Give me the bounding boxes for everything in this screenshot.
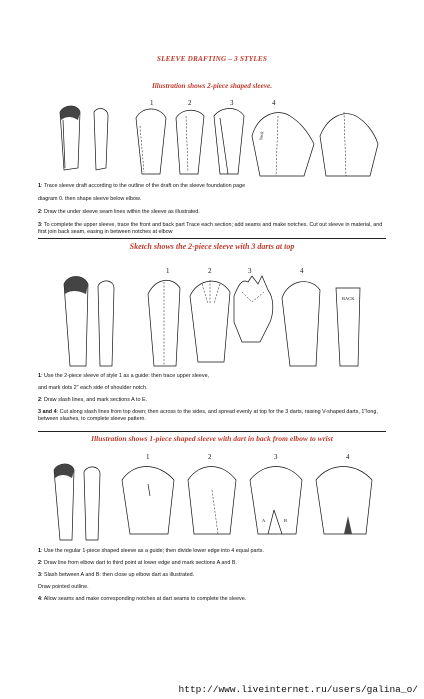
s3-draft-4-dart bbox=[344, 516, 352, 534]
s2-label-2: 2 bbox=[208, 267, 212, 275]
s1-draft-5 bbox=[320, 114, 378, 176]
section2-figure bbox=[38, 262, 386, 372]
s1-label-3: 3 bbox=[230, 99, 234, 107]
footer-url: http://www.liveinternet.ru/users/galina_o/ bbox=[178, 684, 418, 695]
section3-heading: Illustration shows 1-piece shaped sleeve with dart in back from elbow to wrist bbox=[91, 434, 333, 443]
s1-draft-3 bbox=[214, 109, 244, 175]
s3-label-4: 4 bbox=[346, 453, 350, 461]
s3-step-2: 2: Draw line from elbow dart to third point at lower edge and mark sections A and B. bbox=[38, 560, 237, 566]
document-title: SLEEVE DRAFTING – 3 STYLES bbox=[156, 55, 268, 63]
s3-draft-1 bbox=[122, 467, 174, 535]
section3-steps bbox=[38, 548, 390, 603]
s2-label-4: 4 bbox=[300, 267, 304, 275]
section1-steps bbox=[38, 183, 390, 236]
s1-draft-4-line bbox=[276, 116, 278, 176]
s1-step-3: 3: To complete the upper sleeve, trace the front and back part Trace each section; add seams and make notches. Cut out sleeve in material, and first join back seam, easing in between notches at elbow bbox=[38, 222, 383, 235]
s3-draft-4 bbox=[316, 467, 372, 535]
s2-sleeve-sketch-2 bbox=[98, 281, 114, 366]
s2-label-3: 3 bbox=[248, 267, 252, 275]
s3-label-1: 1 bbox=[146, 453, 150, 461]
s1-label-2: 2 bbox=[188, 99, 192, 107]
s1-label-1: 1 bbox=[150, 99, 154, 107]
s2-label-1: 1 bbox=[166, 267, 170, 275]
s2-draft-2-slash bbox=[202, 280, 220, 304]
s2-step-3: 3 and 4: Cut along slash lines from top down; then across to the sides, and spread evenly at top for the 3 darts, raising V-shaped darts, 1"long, between slashes, to complete sleeve pattern. bbox=[38, 409, 378, 422]
section1-sleeve-drawings bbox=[38, 96, 386, 180]
s3-step-3: 3: Slash between A and B: then close up elbow dart as illustrated. bbox=[38, 572, 195, 578]
s2-step-1: 1: Use the 2-piece sleeve of style 1 as a guide: then trace upper sleeve, bbox=[38, 373, 210, 379]
s1-sleeve-sketch-2 bbox=[94, 109, 108, 170]
s1-draft-1 bbox=[136, 109, 166, 174]
s1-step-2: 2: Draw the under sleeve seam lines within the sleeve as illustrated. bbox=[38, 209, 200, 215]
s3-step-3b: Draw pointed outline. bbox=[38, 584, 89, 590]
s1-step-1b: diagram 0. then shape sleeve below elbow. bbox=[38, 196, 142, 202]
s3-step-1: 1: Use the regular 1-piece shaped sleeve as a guide; then divide lower edge into 4 equal parts. bbox=[38, 548, 264, 554]
section2-sleeve-drawings bbox=[38, 262, 386, 372]
s3-step-4: 4: Allow seams and make corresponding notches at dart seams to complete the sleeve. bbox=[38, 596, 247, 602]
section-divider-2 bbox=[38, 431, 386, 432]
s3-draft-2 bbox=[188, 467, 236, 535]
s3-mark-b: B bbox=[284, 518, 288, 523]
s2-back-note: BACK bbox=[342, 296, 355, 301]
s2-draft-3-dart bbox=[242, 292, 264, 302]
s1-label-4: 4 bbox=[272, 99, 276, 107]
s3-label-2: 2 bbox=[208, 453, 212, 461]
section-divider-1 bbox=[38, 238, 386, 239]
s3-sleeve-sketch-2 bbox=[84, 467, 100, 540]
section1-heading: Illustration shows 2-piece shaped sleeve. bbox=[152, 82, 272, 90]
s1-draft-4 bbox=[252, 113, 314, 176]
section3-figure bbox=[38, 450, 386, 544]
section3-sleeve-drawings bbox=[38, 450, 386, 544]
s2-step-1b: and mark dots 2" each side of shoulder notch. bbox=[38, 385, 148, 391]
s2-draft-2 bbox=[190, 281, 230, 362]
section1-figure bbox=[38, 96, 386, 180]
s2-step-2: 2: Draw slash lines, and mark sections A to E. bbox=[38, 397, 148, 403]
s3-draft-3-slash bbox=[268, 510, 282, 534]
s3-draft-2-line bbox=[212, 490, 218, 534]
s1-draft-2 bbox=[176, 110, 204, 174]
s1-draft-3-seam bbox=[220, 118, 228, 174]
s1-draft-1-line bbox=[140, 126, 144, 172]
s2-draft-3 bbox=[234, 276, 273, 342]
s1-back-note: back bbox=[258, 130, 265, 141]
s1-step-1: 1: Trace sleeve draft according to the outline of the draft on the sleeve foundation page bbox=[38, 183, 246, 189]
s3-label-3: 3 bbox=[274, 453, 278, 461]
s3-mark-a: A bbox=[262, 518, 266, 523]
s3-draft-1-dart bbox=[148, 484, 150, 496]
s1-draft-5-line bbox=[344, 112, 346, 176]
section2-steps bbox=[38, 373, 390, 423]
section2-heading: Sketch shows the 2-piece sleeve with 3 darts at top bbox=[129, 242, 295, 251]
s2-draft-4 bbox=[282, 282, 320, 366]
s3-draft-3 bbox=[250, 467, 302, 535]
s1-draft-2-line bbox=[186, 116, 188, 172]
